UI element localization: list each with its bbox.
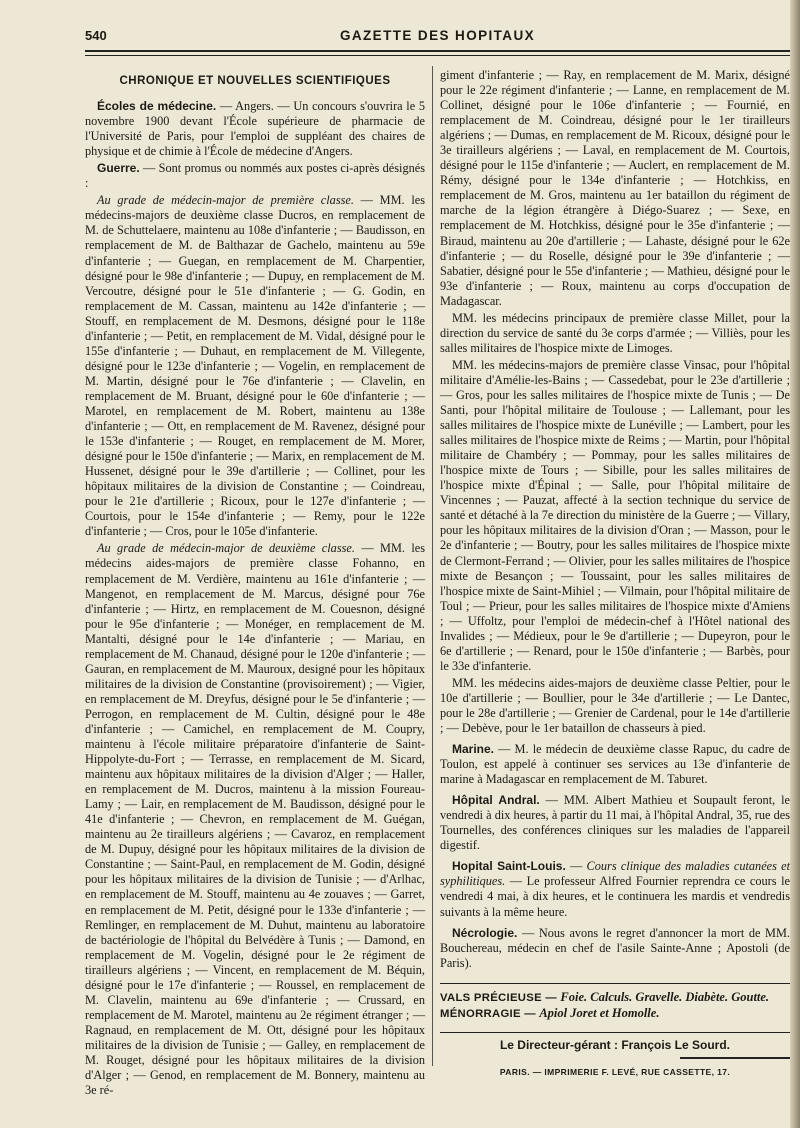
header-rule-thick: [85, 50, 790, 52]
ecoles-heading: Écoles de médecine.: [97, 99, 217, 114]
saint-louis-course: Cours clinique des maladies cutanées et syphilitiques.: [440, 859, 790, 889]
marine-heading: Marine.: [452, 742, 495, 757]
ad-vals-desc: Foie. Calculs. Gravelle. Diabète. Goutte.: [560, 989, 770, 1004]
page-number: 540: [85, 28, 107, 43]
ad-vals-name: VALS PRÉCIEUSE —: [440, 991, 561, 1004]
grade-heading-2: Au grade de médecin-major de deuxième classe.: [97, 541, 355, 556]
grade-heading-1: Au grade de médecin-major de première classe.: [97, 193, 354, 208]
saint-louis-dash: —: [565, 859, 587, 874]
ad-menorragie: [440, 1006, 790, 1022]
saint-louis-heading: Hopital Saint-Louis.: [452, 859, 566, 874]
advertisement: [440, 983, 790, 1022]
andral-heading: Hôpital Andral.: [452, 793, 540, 808]
necrologie-heading: Nécrologie.: [452, 925, 518, 940]
andral-text: — MM. Albert Mathieu et Soupault feront, le vendredi à dix heures, à partir du 11 mai, à l'hôpital Andral, 35, rue des Tournelles, des conférences cliniques sur les maladies de l'appareil digestif.: [440, 793, 790, 853]
guerre-text: — Sont promus ou nommés aux postes ci-après désignés :: [85, 161, 425, 191]
deuxieme-classe-text: — MM. les médecins aides-majors de première classe Fohanno, en remplacement de M. Verdière, maintenu au 161e d'infanterie ; — Mangenot, en remplacement de M. Marcus, désigné pour 76e d'infanterie ; — Hirtz, en remplacement de M. Couesnon, désigné pour le 95e d'infanterie ; — Monéger, en remplacement de M. Mantalti, désigné pour le 14e d'infanterie ; — Mariau, en remplacement de M. Chanaud, désigné pour le 120e d'infanterie ; — Gauran, en remplacement de M. Mauroux, designé pour les hôpitaux militaires de la division de Constantine (provisoirement) ; — Vigier, en remplacement de M. Dreyfus, désigné pour le 5e d'infanterie ; — Perrogon, en remplacement de M. Cultin, désigné pour le 48e d'infanterie ; — Camichel, en remplacement de M. Coupry, maintenu à l'école militaire préparatoire d'infanterie de Saint-Hippolyte-du-Fort ; — Terrasse, en remplacement de M. Sicard, maintenu aux hôpitaux militaires de la division d'Alger ; — Haller, en remplacement de M. Ducros, maintenu à la mission Foureau-Lamy ; — Lair, en remplacement de M. Baudisson, désigné pour le 41e d'infanterie ; — Chevron, en remplacement de M. Guégan, maintenu au 2e tirailleurs algériens ; — Cavaroz, en remplacement de M. Dupuy, désigné pour les hôpitaux militaires de la division de Constantine ; — Saint-Paul, en remplacement de M. Godin, désigné pour les hôpitaux militaires de la division de Tunisie ; — d'Arlhac, en remplacement de M. Stouff, maintenu au 4e zouaves ; — Garret, en remplacement de M. Petit, désigné pour le 133e d'infanterie ; — Remlinger, en remplacement de M. Duhut, maintenu au laboratoire de bactériologie de l'hôpital du Belvédère à Tunis ; — Damond, en remplacement de M. Vogelin, désigné pour le 2e régiment de tirailleurs algériens ; — Vincent, en remplacement de M. Béquin, désigné pour le 17e d'infanterie ; — Roussel, en remplacement de M. Clavelin, maintenu au 69e d'infanterie ; — Crussard, en remplacement de M. Marotel, maintenu au 2e régiment étranger ; — Ragnaud, en remplacement de M. Ott, désigné pour les hôpitaux militaires de la division de Tunisie ; — Galley, en remplacement de M. Rouget, désigné pour les hôpitaux militaires de la division d'Alger ; — Genod, en remplacement de M. Bonnery, maintenu au 3e ré-: [85, 541, 426, 1098]
gerant-rule: [680, 1057, 790, 1059]
binding-edge: [790, 0, 800, 1128]
paragraph-premiere-classe: [85, 193, 425, 539]
marine-text: — M. le médecin de deuxième classe Rapuc, du cadre de Toulon, est appelé à continuer ses services au 13e d'infanterie de marine à Madagascar en remplacement de M. Taburet.: [440, 742, 790, 787]
paragraph-deuxieme-classe: [85, 541, 425, 1098]
header-rule-thin: [85, 55, 790, 56]
paragraph-principaux: MM. les médecins principaux de première classe Millet, pour la direction du service de santé du 3e corps d'armée ; — Villiès, pour les salles militaires de l'hospice mixte de Limoges.: [440, 310, 790, 355]
right-column: [440, 68, 790, 1080]
column-divider: [432, 66, 433, 1066]
ad-vals: [440, 990, 790, 1006]
directeur-gerant: Le Directeur-gérant : François Le Sourd.: [440, 1032, 790, 1053]
paragraph-guerre: [85, 161, 425, 191]
paragraph-continuation: giment d'infanterie ; — Ray, en remplacement de M. Marix, désigné pour le 22e régiment d'infanterie ; — Lanne, en remplacement de M. Collinet, désigné pour le 106e d'infanterie ; — Fournié, en remplacement de M. Coindreau, désigné pour le 1er tirailleurs algériens ; — Dumas, en remplacement de M. Ricoux, désigné pour le 3e tirailleurs algériens ; — Laval, en remplacement de M. Courtois, désigné pour le 115e d'infanterie ; — Auclert, en remplacement de M. Rémy, désigné pour le 134e d'infanterie ; — Hotchkiss, en remplacement de M. Gros, maintenu au 1er bataillon du régiment de marche de la légion étrangère à Diégo-Suarez ; — Sexe, en remplacement de M. Hotchkiss, désigné pour le 35e d'infanterie ; — Biraud, maintenu au 20e d'artillerie ; — Lahaste, désigné pour le 62e d'infanterie ; — du Roselle, désigné pour le 39e d'infanterie ; — Sabatier, désigné pour le 55e d'infanterie ; — Mathieu, désigné pour le 93e d'infanterie ; — Roux, maintenu au corps d'occupation de Madagascar.: [440, 68, 790, 308]
saint-louis-text: — Le professeur Alfred Fournier reprendra ce cours le vendredi 4 mai, à dix heures, et le continuera les mardis et vendredis suivants à la même heure.: [440, 874, 790, 919]
guerre-heading: Guerre.: [97, 161, 140, 176]
necrologie-text: — Nous avons le regret d'annoncer la mort de MM. Bouchereau, médecin en chef de l'asile Sainte-Anne ; Apostoli (de Paris).: [440, 925, 790, 970]
page-header: [85, 28, 790, 46]
journal-title: GAZETTE DES HOPITAUX: [339, 28, 535, 43]
paragraph-marine: [440, 742, 790, 787]
left-column: [85, 66, 425, 1100]
paragraph-majors: MM. les médecins-majors de première classe Vinsac, pour l'hôpital militaire d'Amélie-les-Bains ; — Cassedebat, pour le 23e d'artillerie ; — Gros, pour les salles militaires de l'hospice mixte de Tunis ; — De Santi, pour l'hôpital militaire de Toulouse ; — Lallemant, pour les salles militaires de l'hospice mixte de Lunéville ; — Lambert, pour les salles militaires de l'hospice mixte de Reims ; — Martin, pour l'hôpital militaire de Chambéry ; — Pommay, pour les salles militaires de l'hospice mixte de Tours ; — Sibille, pour les salles militaires de l'hospice mixte d'Épinal ; — Salle, pour l'hôpital militaire de Vincennes ; — Pauzat, affecté à la section technique du service de santé et détaché à la 7e direction du ministère de la Guerre ; — Villary, pour les hôpitaux militaires de la division d'Oran ; — Masson, pour le 2e d'infanterie ; — Boutry, pour les salles militaires de l'hospice mixte de Clermont-Ferrand ; — Olivier, pour les salles militaires de l'hospice mixte de Besançon ; — Toussaint, pour les salles militaires de l'hospice mixte de Saint-Mihiel ; — Vilmain, pour l'hôpital militaire de Toul ; — Prieur, pour les salles militaires de l'hospice mixte d'Amiens ; — Uffoltz, pour l'emploi de médecin-chef à l'Hôtel national des Invalides ; — Médieux, pour le 9e d'artillerie ; — Dupeyron, pour le 6e d'artillerie ; — Renard, pour le 150e d'infanterie ; — Barbès, pour le 33e d'infanterie.: [440, 357, 790, 673]
printer-imprint: PARIS. — IMPRIMERIE F. LEVÉ, RUE CASSETTE, 17.: [499, 1066, 731, 1077]
ad-menorragie-name: MÉNORRAGIE —: [440, 1007, 540, 1020]
section-title: CHRONIQUE ET NOUVELLES SCIENTIFIQUES: [119, 75, 391, 87]
paragraph-aides-majors: MM. les médecins aides-majors de deuxième classe Peltier, pour le 10e d'artillerie ; — Boullier, pour le 34e d'artillerie ; — Le Dantec, pour le 28e d'artillerie ; — Grenier de Cardenal, pour le 14e d'artillerie ; — Debève, pour le 1er bataillon de chasseurs à pied.: [440, 675, 790, 736]
paragraph-saint-louis: [440, 859, 790, 919]
paragraph-ecoles: [85, 99, 425, 159]
paragraph-andral: [440, 793, 790, 853]
ad-menorragie-desc: Apiol Joret et Homolle.: [539, 1005, 660, 1020]
premiere-classe-text: — MM. les médecins-majors de deuxième classe Ducros, en remplacement de M. de Schuttelaere, maintenu au 108e d'infanterie ; — Baudisson, en remplacement de M. de Balthazar de Gachelo, maintenu au 59e d'infanterie ; — Guegan, en remplacement de M. Charpentier, désigné pour le 98e d'infanterie ; — Dupuy, en remplacement de M. Vercoutre, désigné pour le 51e d'infanterie ; — G. Godin, en remplacement de M. Cassan, maintenu au 142e d'infanterie ; — Stouff, en remplacement de M. Desmons, désigné pour le 118e d'infanterie ; — Petit, en remplacement de M. Vidal, désigné pour le 155e d'infanterie ; — Duhaut, en remplacement de M. Villegente, désigné pour le 123e d'infanterie ; — Vogelin, en remplacement de M. Martin, désigné pour le 76e d'infanterie ; — Clavelin, en remplacement de M. Bruant, désigné pour le 60e d'infanterie ; — Marotel, en remplacement de M. Robert, maintenu au 138e d'infanterie ; — Ott, en remplacement de M. Ravenez, désigné pour le 153e d'infanterie ; — Rouget, en remplacement de M. Morer, désigné pour le 150e d'infanterie ; — Marix, en remplacement de M. Hussenet, désigné pour le 39e d'artillerie ; — Collinet, pour les hôpitaux militaires de la division de Constantine ; — Coindreau, pour le 21e d'artillerie ; Ricoux, pour le 127e d'infanterie ; — Courtois, pour le 154e d'infanterie ; — Remy, pour le 122e d'infanterie ; — Cros, pour le 105e d'infanterie.: [85, 193, 425, 539]
ecoles-text: — Angers. — Un concours s'ouvrira le 5 novembre 1900 devant l'École supérieure de pharmacie de l'Université de Paris, pour l'emploi de suppléant des chaires de physique et de chimie à l'École de médecine d'Angers.: [85, 99, 425, 159]
paragraph-necrologie: [440, 926, 790, 971]
